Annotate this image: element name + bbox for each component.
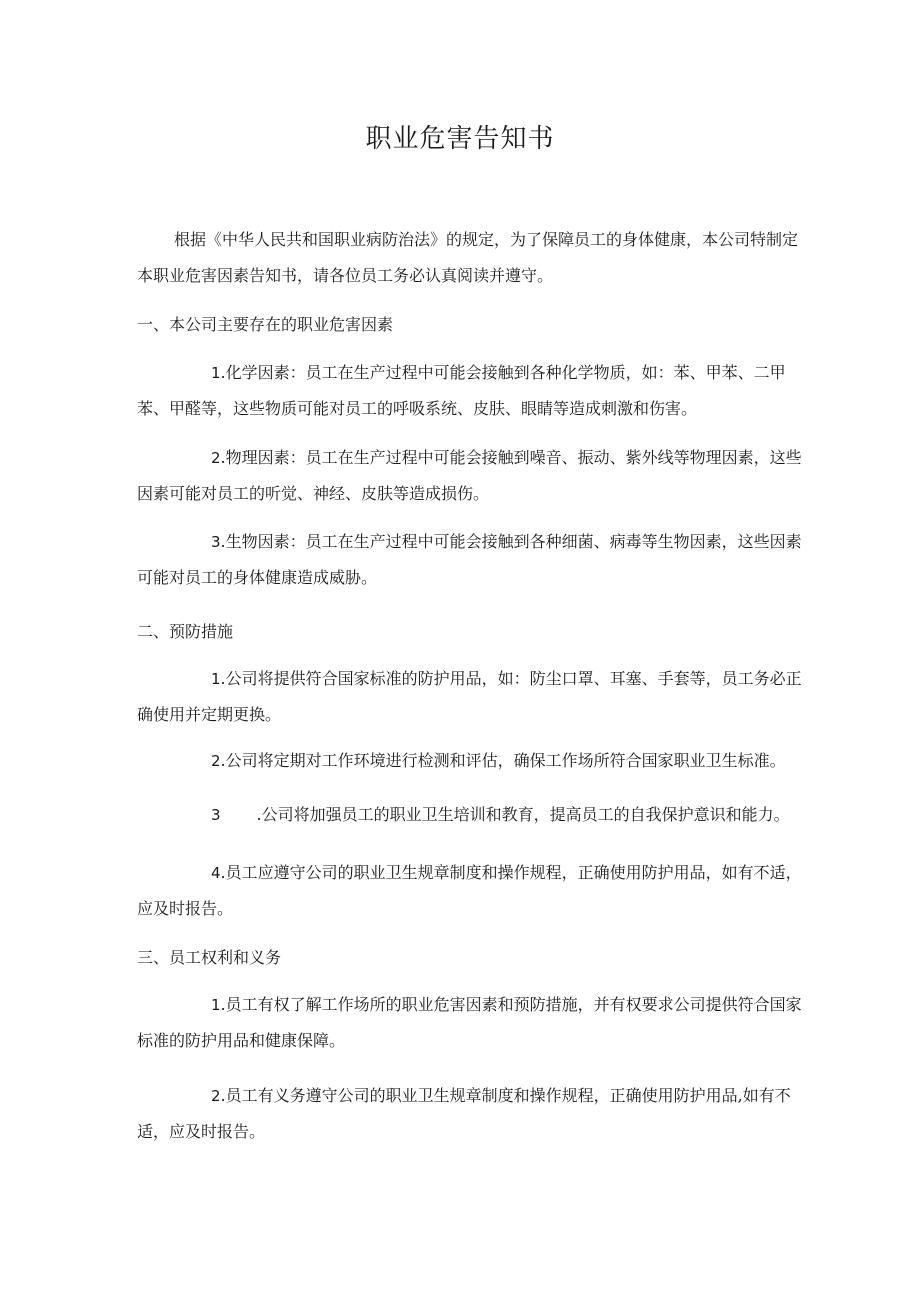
section-1-item-1: [137, 355, 803, 427]
item-number: 3: [211, 533, 221, 551]
item-text: .公司将加强员工的职业卫生培训和教育，提高员工的自我保护意识和能力。: [256, 805, 790, 824]
item-number: 4: [211, 864, 221, 882]
item-text: .生物因素：员工在生产过程中可能会接触到各种细菌、病毒等生物因素，这些因素可能对员工的身体健康造成威胁。: [137, 532, 802, 587]
item-text: .公司将提供符合国家标准的防护用品，如：防尘口罩、耳塞、手套等，员工务必正确使用并定期更换。: [137, 669, 802, 724]
item-number: 1: [211, 364, 221, 382]
section-1-item-3: [137, 524, 803, 596]
item-text: .员工有义务遵守公司的职业卫生规章制度和操作规程，正确使用防护用品,如有不适，应及时报告。: [137, 1086, 791, 1141]
intro-paragraph: 根据《中华人民共和国职业病防治法》的规定，为了保障员工的身体健康，本公司特制定本职业危害因素告知书，请各位员工务必认真阅读并遵守。: [137, 230, 799, 285]
section-2-item-3: [137, 797, 803, 833]
section-3-item-1: [137, 987, 803, 1059]
item-text: .物理因素：员工在生产过程中可能会接触到噪音、振动、紫外线等物理因素，这些因素可能对员工的听觉、神经、皮肤等造成损伤。: [137, 448, 802, 503]
section-2-heading: 二、预防措施: [137, 622, 234, 641]
item-text: .化学因素：员工在生产过程中可能会接触到各种化学物质，如：苯、甲苯、二甲苯、甲醛等，这些物质可能对员工的呼吸系统、皮肤、眼睛等造成刺激和伤害。: [137, 363, 786, 418]
section-2-item-4: [137, 855, 803, 927]
document-title: 职业危害告知书: [365, 124, 555, 154]
item-number: 3: [211, 806, 221, 824]
item-text: .公司将定期对工作环境进行检测和评估，确保工作场所符合国家职业卫生标准。: [220, 751, 786, 770]
section-1-item-2: [137, 440, 803, 512]
item-number: 2: [211, 1087, 221, 1105]
item-number: 1: [211, 670, 221, 688]
section-1-heading: 一、本公司主要存在的职业危害因素: [137, 315, 394, 334]
section-3-item-2: [137, 1078, 803, 1150]
section-2-item-2: [137, 743, 817, 779]
item-number: 2: [211, 449, 221, 467]
item-text: .员工应遵守公司的职业卫生规章制度和操作规程，正确使用防护用品，如有不适，应及时报告。: [137, 863, 802, 918]
section-3-heading: 三、员工权利和义务: [137, 948, 282, 967]
item-number: 1: [211, 996, 221, 1014]
item-number: 2: [211, 752, 221, 770]
section-2-item-1: [137, 661, 803, 733]
item-text: .员工有权了解工作场所的职业危害因素和预防措施，并有权要求公司提供符合国家标准的防护用品和健康保障。: [137, 995, 802, 1050]
